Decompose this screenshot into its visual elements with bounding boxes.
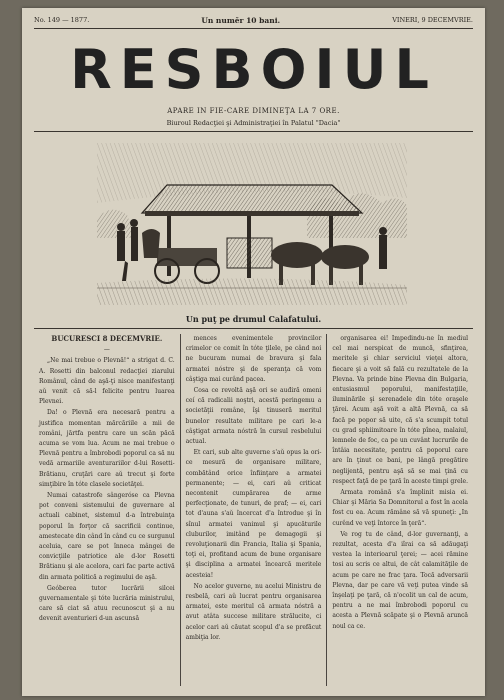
masthead-info-line xyxy=(34,16,473,26)
paragraph: „Ne mai trebue o Plevnă!“ a strigat d. C. A. Rosetti din balconul redacţiei ziarului Românul, când de aşă-ţi nisce manifestanţi aŭ venit că să-l felicite pentru luarea Plevnei. xyxy=(39,357,175,406)
paragraph: Geóberea tutor lucrării silcei guvernamentale şi tóte lucrăria ministrului, care să ciat să atuu recunoscut şi a nu devenit aventurieri d-un ascunsă xyxy=(39,584,175,623)
paragraph: mences evenimentele provincilor crimelor ce comit în tóte ţilele, pe când noi ne bucuram numai de bravura şi fala armatei nóstre şi de speranţa că vom câştiga mai curând pacea. xyxy=(185,335,322,383)
article-columns xyxy=(34,334,473,686)
paragraph: organisarea ei! Impedindu-ne în mediul cel mai nerspicat de muncă, sfinţirea, meritele şi chiar serviciul vieţei altora, fiecare şi a voit să fală cu rezultatele de la Plevna. Va prinde bine Plevna din Bulgaria, entusiasmul poporului, manifestaţiile, iluminările şi serenadele din tóte oraşele ţărei. Acum aşă voit a altă Plevnă, ca să facă pe popor să uite, că s'a scumpit totul cu grad sphiimitoare în tóte pînea, malaiul, lemnele de foc, ca pe un cuvânt lucrurile de întâia necesitate, pentru că poporul care are în ţinut ce bani, pe lângă pregătire neglijentă, pentru aşă să se mai ţină cu respect faţă de pe ţară în aceste timpi grele. xyxy=(332,335,469,485)
header-rule xyxy=(34,28,473,29)
newspaper-page xyxy=(22,8,485,696)
price: Un numěr 10 bani. xyxy=(201,16,281,25)
publication-schedule: APARE IN FIE-CARE DIMINEŢA LA 7 ORE. xyxy=(167,107,340,115)
paragraph: Armata română s'a împlinit misia ei. Chiar şi Măria Sa Domnitorul a fost în acela fost cu ea. Acum rămâne să vă spuneţi: „In curênd ve veţi întorce în ţeră“. xyxy=(332,489,469,527)
column-2 xyxy=(180,334,327,686)
engraving-illustration xyxy=(97,143,407,305)
masthead-rule xyxy=(34,131,473,132)
newspaper-title: RESBOIUL xyxy=(70,38,437,101)
heading-divider: — xyxy=(103,346,110,354)
issue-date: VINERI, 9 DECEMVRIE. xyxy=(392,16,473,24)
paragraph: Numai catastrofe sângeróse ca Plevna pot conveni sistemului de guvernare al actuali cabinet, sistemul d-a întrebuinţa poporul în forţor că sacrificii continue, amestecate din când în când cu ce surgunul aceluia, care se pot înneca mângei de convicţiile patriotice ale d-lor Rosetti Brătianu şi ale acelora, cari fac parte activă din armata politică a regimului de aşă. xyxy=(39,492,175,581)
paragraph: No acelor guverne, nu acelui Ministru de resbelă, cari aŭ lucrat pentru organisarea armatei, este meritul că armata nóstră a avut atâta succese militare strălucite, ci acelor cari aŭ căutat scopul d'a se prefăcut ambiţia lor. xyxy=(185,582,322,641)
column-1 xyxy=(34,334,180,686)
office-address: Biuroul Redacţiei şi Administraţiei în Palatul "Dacia" xyxy=(166,119,341,127)
issue-number: No. 149 — 1877. xyxy=(34,16,90,24)
column-3 xyxy=(326,334,473,686)
article-heading: BUCURESCI 8 DECEMVRIE. xyxy=(51,334,163,343)
caption-rule xyxy=(34,328,473,329)
paragraph: Et cari, sub alte guverne s'aŭ opus la ori-ce mesură de organisare militare, combătând orice înfiinţare a armatei permanente; — ei, cari aŭ criticat necontenit cumpărarea de arme perfecţionate, de tunuri, de praf; — ei, cari tot d'auna s'aŭ încercat d'a întrodue şi în sînul armatei vanimul şi apucăturile cluburilor, imitând pe demagogii şi revoluţionarii din Francia, Italia şi Spania, toţi ei, profitand acum de bune organisare şi disciplina a armatei încearcă meritele acesteia! xyxy=(185,449,322,579)
paragraph: Cosa ce revoltă aşă ori se auđiră omeni ceí că radicalii noştri, acestă peringemu a societăţii române, îşi tinuseră meritul bunelor resultate militare pe cari le-a câştigat armata nóstră în cursul resbelului actual. xyxy=(185,387,322,446)
paragraph: Da! o Plevnă era necesară pentru a justifica momentan mărcăriile a mii de români, jărtfa pentru care un scăn păcă acuma se vom lua. Acum ne mai trebue o Plevnă pentru a îmbrobodi poporul ca să nu vedă armariile aventurariilor d-lui Rosetti-Brătianu, cruţări care aŭ trecut şi forte simţibire în tóte clasele societăţei. xyxy=(39,409,175,488)
illustration-caption: Un puţ pe drumul Calafatului. xyxy=(185,314,322,324)
paragraph: Ve rog tu de când, d-lor guvernanţi, a rezultat, acesta d'a iîrai ca să adăugaţi vestea la interioarul ţerei; — acei rămine tosi au scris ce altui, de cât calamităţile de acum pe care ne frac ţara. Tocă adversarii Plevna, dar pe care vă veţi putea vinde să înşelaţi pe ţară, că n'ocolit un cal de acum, pentru a ne mai îmbrobodi poporul cu acesta a Plevnă scăpate şi o Plevnă aruncă noul ca ce. xyxy=(332,530,469,630)
